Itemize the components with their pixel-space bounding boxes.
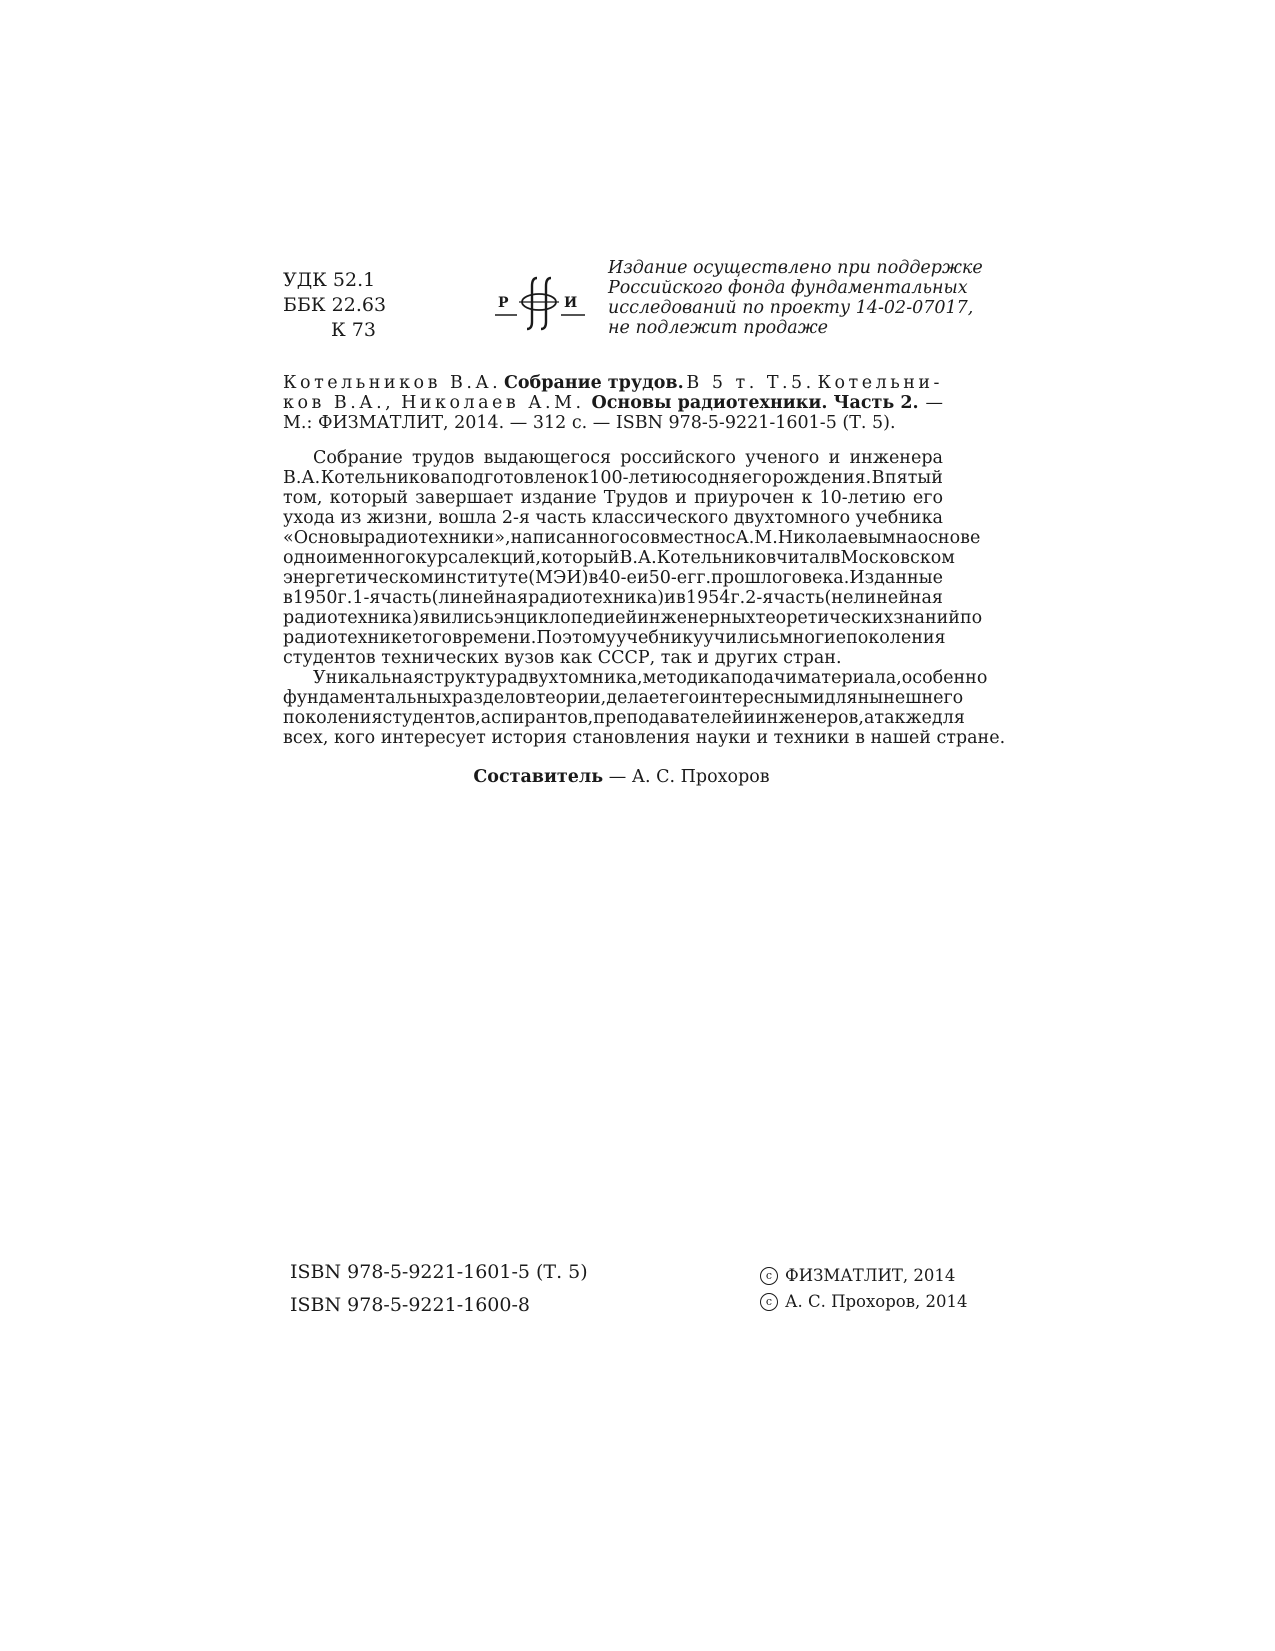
abstract-line: Собрание трудов выдающегося российского ученого и инженера	[313, 448, 943, 468]
abstract-line: студентов технических вузов как СССР, так и других стран.	[283, 648, 842, 668]
isbn-set: ISBN 978-5-9221-1600-8	[290, 1294, 530, 1316]
abstract-line: ухода из жизни, вошла 2-я часть классического двухтомного учебника	[283, 508, 943, 528]
biblio-line-3	[283, 413, 943, 433]
abstract-line: поколения студентов, аспирантов, преподавателей и инженеров, а также для	[283, 708, 965, 728]
abstract-line: «Основы радиотехники», написанного совместно с А.М. Николаевым на основе	[283, 528, 981, 548]
logo-ff-glyph	[519, 278, 559, 329]
abstract-line: в 1950 г. 1-я часть (линейная радиотехника) и в 1954 г. 2-я часть (нелинейная	[283, 588, 943, 608]
support-line: исследований по проекту 14-02-07017,	[608, 298, 974, 318]
classification-codes	[283, 268, 386, 343]
abstract-line: всех, кого интересует история становления науки и техники в нашей стране.	[283, 728, 1006, 748]
abstract-line: радиотехника) явились энциклопедией инженерных теоретических знаний по	[283, 608, 983, 628]
abstract	[283, 448, 1006, 748]
biblio-line-2	[283, 393, 943, 413]
author-mark: К 73	[331, 319, 376, 341]
isbn-block	[290, 1256, 588, 1322]
biblio-line-1	[283, 373, 943, 393]
biblio-coauthor2: Николаев А.М.	[401, 393, 585, 413]
compiler-label: Составитель	[473, 767, 604, 787]
copyright-publisher: ФИЗМАТЛИТ, 2014	[785, 1266, 956, 1285]
copyright-icon: c	[760, 1293, 778, 1311]
support-line: Российского фонда фундаментальных	[608, 278, 968, 298]
udk-code: УДК 52.1	[283, 269, 376, 291]
bbk-code: ББК 22.63	[283, 294, 387, 316]
abstract-line: одноименного курса лекций, который В.А. Котельников читал в Московском	[283, 548, 955, 568]
abstract-line: фундаментальных разделов теории, делает его интересным и для нынешнего	[283, 688, 964, 708]
logo-letter-i: И	[564, 295, 578, 311]
biblio-series-title: Собрание трудов.	[503, 373, 684, 393]
copyright-block	[760, 1263, 968, 1315]
copyright-icon: c	[760, 1267, 778, 1285]
biblio-dash: —	[925, 393, 943, 413]
biblio-work-title: Основы радиотехники. Часть 2.	[591, 393, 919, 413]
abstract-line: радиотехнике того времени. По этому учебнику учились многие поколения	[283, 628, 946, 648]
compiler-separator: —	[603, 767, 632, 787]
copyright-compiler-line	[760, 1289, 968, 1315]
support-note	[608, 258, 983, 338]
isbn-volume: ISBN 978-5-9221-1601-5 (Т. 5)	[290, 1261, 588, 1283]
logo-letter-r: Р	[498, 295, 509, 311]
biblio-coauthor-part2: ков В.А.,	[283, 393, 395, 413]
copyright-compiler: А. С. Прохоров, 2014	[785, 1292, 968, 1311]
copyright-publisher-line	[760, 1263, 968, 1289]
rffi-logo	[495, 272, 595, 334]
support-line: не подлежит продаже	[608, 318, 828, 338]
biblio-volume-info: В 5 т. Т.5.	[686, 373, 815, 393]
abstract-line: энергетическом институте (МЭИ) в 40-е и 50-е гг. прошлого века. Изданные	[283, 568, 943, 588]
biblio-coauthor-part1: Котельни-	[817, 373, 943, 393]
bibliographic-record	[283, 373, 943, 433]
abstract-line: Уникальная структура двухтомника, методика подачи материала, особенно	[313, 668, 988, 688]
compiler-credit	[0, 766, 1275, 788]
compiler-name: А. С. Прохоров	[631, 767, 770, 787]
biblio-imprint: М.: ФИЗМАТЛИТ, 2014. — 312 с. — ISBN 978-5-9221-1601-5 (Т. 5).	[283, 413, 896, 433]
abstract-line: том, который завершает издание Трудов и приурочен к 10-летию его	[283, 488, 943, 508]
biblio-author: Котельников В.А.	[283, 373, 502, 393]
abstract-line: В.А. Котельникова подготовлено к 100-летию со дня его рождения. В пятый	[283, 468, 943, 488]
support-line: Издание осуществлено при поддержке	[608, 258, 983, 278]
